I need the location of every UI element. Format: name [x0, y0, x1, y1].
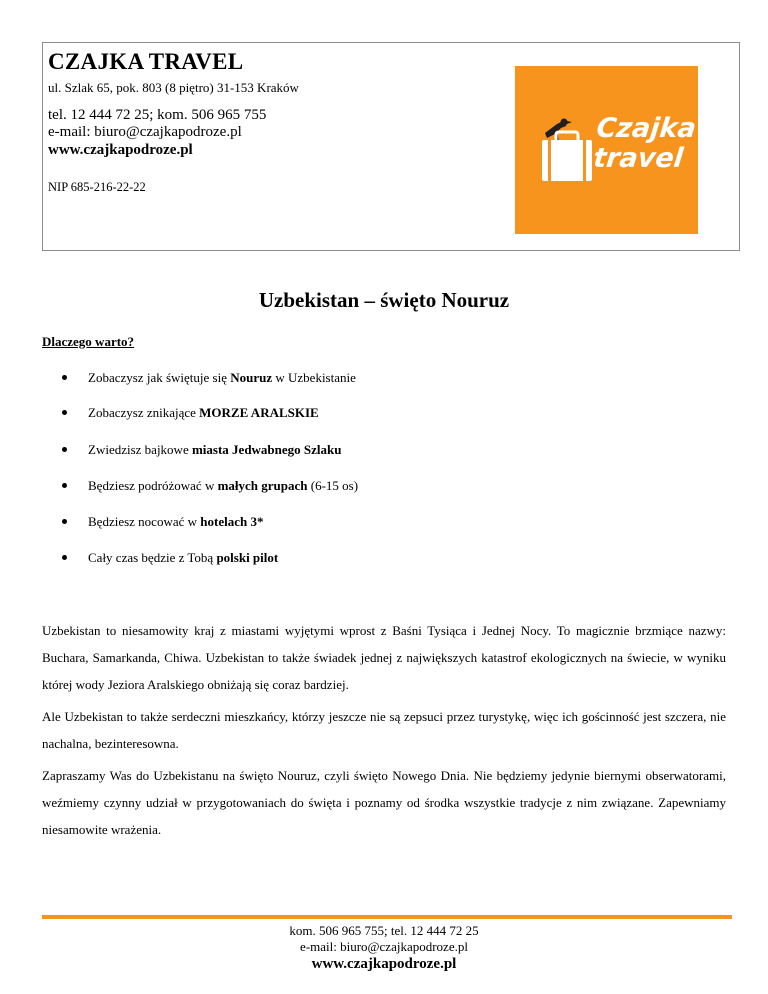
bullet-icon: [62, 555, 67, 560]
company-email: e-mail: biuro@czajkapodroze.pl: [48, 124, 242, 140]
paragraph-hospitality: Ale Uzbekistan to także serdeczni mieszkańcy, którzy jeszcze nie są zepsuci przez turystykę, więc ich gościnność jest szczera, nie nachalna, bezinteresowna.: [42, 709, 726, 751]
bullet-icon: [62, 483, 67, 488]
paragraph-invitation: Zapraszamy Was do Uzbekistanu na święto Nouruz, czyli święto Nowego Dnia. Nie będziemy jedynie biernymi obserwatorami, weźmiemy czynny udział w przygotowaniach do święta i poznamy od środka wszystkie tradycje z nim związane. Zapewniamy niesamowite wrażenia.: [42, 768, 726, 837]
page-title: Uzbekistan – święto Nouruz: [258, 288, 510, 312]
company-address: ul. Szlak 65, pok. 803 (8 piętro) 31-153 Kraków: [48, 80, 299, 95]
footer-divider: [42, 915, 732, 919]
company-phone: tel. 12 444 72 25; kom. 506 965 755: [48, 107, 267, 123]
logo-wordmark: Czajka travel: [591, 113, 698, 174]
paragraph-intro: Uzbekistan to niesamowity kraj z miastami wyjętymi wprost z Baśni Tysiąca i Jednej Nocy. To magicznie brzmiące nazwy: Buchara, Samarkanda, Chiwa. Uzbekistan to także świadek jednej z największych katastrof ekologicznych na świecie, w wyniku której wody Jeziora Aralskiego obniżają się coraz bardziej.: [42, 623, 726, 692]
why-heading: Dlaczego warto?: [42, 334, 135, 349]
footer-website[interactable]: www.czajkapodroze.pl: [311, 956, 457, 972]
company-nip: NIP 685-216-22-22: [48, 180, 146, 194]
company-name: CZAJKA TRAVEL: [48, 49, 244, 74]
footer-contact: kom. 506 965 755; tel. 12 444 72 25: [289, 923, 479, 938]
footer-email: e-mail: biuro@czajkapodroze.pl: [300, 939, 468, 954]
bullet-icon: [62, 375, 67, 380]
bullet-icon: [62, 447, 67, 452]
company-website[interactable]: www.czajkapodroze.pl: [48, 142, 193, 158]
header-box: [42, 42, 740, 251]
bird-icon: [545, 119, 572, 141]
company-logo: [515, 66, 698, 234]
bullet-icon: [62, 410, 67, 415]
suitcase-icon: [542, 132, 592, 181]
bullet-icon: [62, 519, 67, 524]
